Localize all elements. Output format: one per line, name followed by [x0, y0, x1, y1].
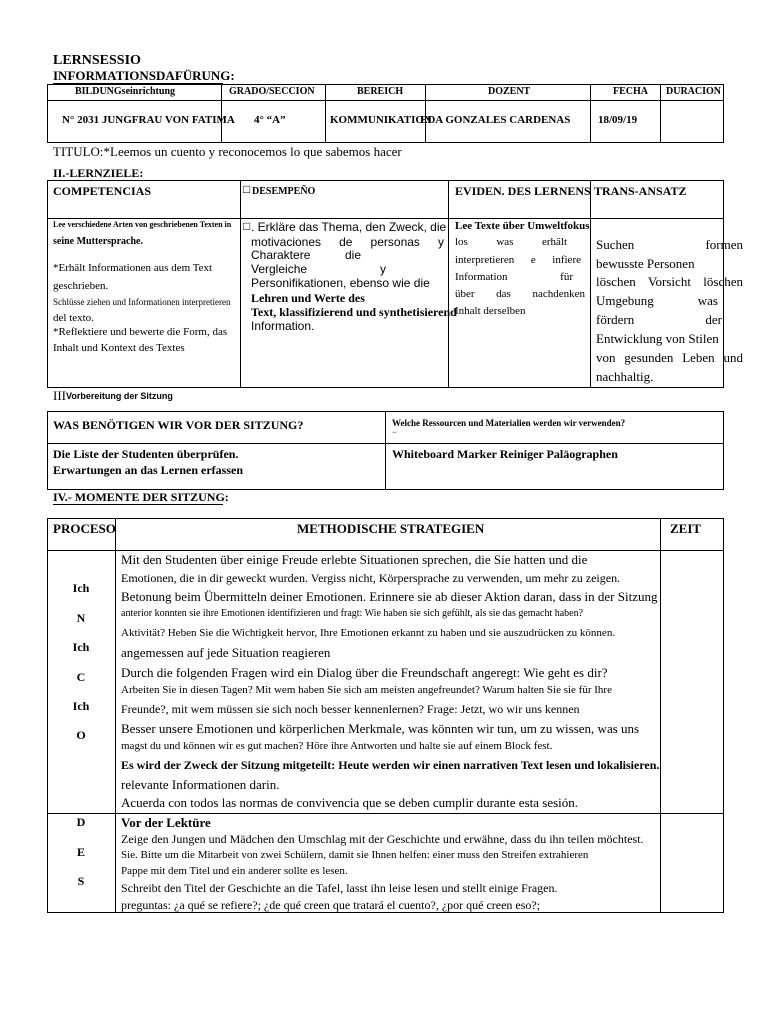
- competencia-line: Schlüsse ziehen und Informationen interpretieren: [53, 297, 231, 307]
- evidence-line: los was erhält: [455, 236, 567, 248]
- ansatz-line: nachhaltig.: [596, 369, 654, 384]
- process-letter: C: [76, 670, 86, 684]
- header-bereich: BEREICH: [357, 86, 404, 97]
- ansatz-line: bewusste Personen: [596, 256, 695, 271]
- competencia-line: Lee verschiedene Arten von geschriebenen Texten in: [53, 220, 232, 229]
- prep-materials: Whiteboard Marker Reiniger Paläographen: [392, 447, 618, 461]
- header-institution: BILDUNGseinrichtung: [75, 86, 176, 97]
- header-grado: GRADO/SECCION: [229, 86, 315, 97]
- prep-left-line: Die Liste der Studenten überprüfen.: [53, 447, 239, 461]
- section3-heading: Vorbereitung der Sitzung: [66, 391, 173, 401]
- strategy-line: Emotionen, die in dir geweckt wurden. Vergiss nicht, Körpersprache zu verwenden, um mehr zu zeigen.: [121, 571, 621, 585]
- process-letter: E: [76, 845, 85, 859]
- prep-left-heading: WAS BENÖTIGEN WIR VOR DER SITZUNG?: [53, 418, 304, 432]
- evidence-line: Lee Texte über Umweltfokus: [455, 220, 590, 232]
- strategy-line: anterior konnten sie ihre Emotionen identifizieren und fragt: Wie haben sie sich gefühlt, als sie das gemacht haben?: [121, 608, 584, 619]
- des-heading: Vor der Lektüre: [121, 815, 211, 830]
- strategy-line: Sie. Bitte um die Mitarbeit von zwei Schülern, damit sie Ihnen helfen: einer muss den Streifen extrahieren: [121, 849, 589, 861]
- process-letter: N: [76, 611, 86, 625]
- ansatz-line: Entwicklung von Stilen: [596, 331, 719, 346]
- evidence-line: interpretieren e infiere: [455, 254, 581, 266]
- process-letter: Ich: [72, 581, 90, 595]
- strategy-line: angemessen auf jede Situation reagieren: [121, 645, 331, 660]
- info-heading: INFORMATIONSDAFÜRUNG:: [53, 68, 235, 83]
- competencia-line: *Reflektiere und bewerte die Form, das: [53, 326, 228, 338]
- col-desempeno: DESEMPEÑO: [252, 186, 316, 197]
- process-letter: D: [76, 815, 86, 829]
- desempeno-line: Charaktere die: [251, 248, 361, 262]
- strategy-line: Freunde?, mit wem müssen sie sich noch besser kennenlernen? Frage: Jetzt, wo wir uns kennen: [121, 702, 580, 716]
- desempeno-line: motivaciones de personas y: [251, 235, 444, 249]
- strategy-line: Durch die folgenden Fragen wird ein Dialog über die Freundschaft angeregt: Wie geht es dir?: [121, 665, 608, 680]
- ansatz-line: von gesunden Leben und: [596, 350, 743, 365]
- section4-heading: IV.- MOMENTE DER SITZUNG:: [53, 490, 229, 504]
- bereich-value: KOMMUNIKATION: [330, 114, 432, 126]
- strategy-line: Mit den Studenten über einige Freude erlebte Situationen sprechen, die Sie hatten und die: [121, 552, 588, 567]
- competencia-line: del texto.: [53, 312, 94, 324]
- evidence-line: Information für: [455, 271, 573, 283]
- section2-heading: II.-LERNZIELE:: [53, 166, 144, 180]
- desempeno-line: Text, klassifizierend und synthetisierend: [251, 305, 457, 319]
- col-ansatz: TRANS-ANSATZ: [594, 184, 687, 198]
- strategy-line: Zeige den Jungen und Mädchen den Umschlag mit der Geschichte und erwähne, dass du ihn teilen möchtest.: [121, 832, 644, 846]
- grado-value: 4° “A”: [254, 114, 286, 126]
- evidence-line: Inhalt derselben: [455, 305, 526, 317]
- document-titulo: TITULO:*Leemos un cuento y reconocemos lo que sabemos hacer: [53, 144, 402, 159]
- process-letter: S: [77, 874, 85, 888]
- col-evidence: EVIDEN. DES LERNENS: [455, 184, 591, 198]
- dozent-value: EDA GONZALES CARDENAS: [420, 114, 571, 126]
- strategy-line: magst du und können wir es gut machen? Höre ihre Antworten und halte sie auf einem Block fest.: [121, 740, 553, 752]
- strategy-line: relevante Informationen darin.: [121, 777, 280, 792]
- checkbox-icon: □: [243, 182, 251, 196]
- header-fecha: FECHA: [613, 86, 648, 97]
- section3-prefix: III: [53, 388, 66, 403]
- col-proceso: PROCESO: [53, 521, 116, 536]
- process-letter: O: [76, 728, 86, 742]
- evidence-line: über das nachdenken: [455, 288, 585, 300]
- col-competencias: COMPETENCIAS: [53, 184, 152, 198]
- fecha-value: 18/09/19: [598, 114, 638, 126]
- strategy-line: Besser unsere Emotionen und körperlichen Merkmale, was könnten wir tun, um zu wissen, was uns: [121, 721, 640, 736]
- strategy-line: Betonung beim Übermitteln deiner Emotionen. Erinnere sie ab dieser Aktion daran, dass in der Sitzung: [121, 589, 658, 604]
- ansatz-line: fördern der: [596, 312, 722, 327]
- competencia-line: seine Muttersprache.: [53, 236, 143, 247]
- institution-value: N° 2031 JUNGFRAU VON FATIMA: [62, 114, 235, 126]
- col-zeit: ZEIT: [670, 521, 702, 536]
- process-letter: Ich: [72, 699, 90, 713]
- col-strategien: METHODISCHE STRATEGIEN: [297, 521, 485, 536]
- desempeno-line: Vergleiche y: [251, 262, 386, 276]
- ansatz-line: löschen Vorsicht löschen: [596, 274, 743, 289]
- strategy-line: Schreibt den Titel der Geschichte an die Tafel, lasst ihn leise lesen und stellt einige Fragen.: [121, 881, 558, 895]
- competencia-line: geschrieben.: [53, 280, 109, 292]
- header-dozent: DOZENT: [488, 86, 531, 97]
- ansatz-line: Suchen formen: [596, 237, 743, 252]
- strategy-line: Es wird der Zweck der Sitzung mitgeteilt: Heute werden wir einen narrativen Text lesen und lokalisieren.: [121, 758, 660, 772]
- header-duracion: DURACION: [666, 86, 721, 97]
- ansatz-line: Umgebung was: [596, 293, 718, 308]
- session-title: LERNSESSIO: [53, 53, 141, 68]
- checkbox-icon: □: [243, 219, 251, 233]
- desempeno-line: Personifikationen, ebenso wie die: [251, 276, 430, 290]
- strategy-line: Acuerda con todos las normas de convivencia que se deben cumplir durante esta sesión.: [121, 795, 579, 810]
- desempeno-line: . Erkläre das Thema, den Zweck, die: [251, 220, 447, 234]
- desempeno-line: Lehren und Werte des: [251, 291, 365, 305]
- prep-right-heading: Welche Ressourcen und Materialien werden wir verwenden?: [392, 418, 626, 428]
- desempeno-line: Information.: [251, 319, 315, 333]
- competencia-line: Inhalt und Kontext des Textes: [53, 342, 185, 354]
- strategy-line: Arbeiten Sie in diesen Tagen? Mit wem haben Sie sich am meisten angefreundet? Warum halten Sie sie für Ihre: [121, 684, 612, 696]
- competencia-line: *Erhält Informationen aus dem Text: [53, 262, 213, 274]
- strategy-line: preguntas: ¿a qué se refiere?; ¿de qué creen que tratará el cuento?, ¿por qué creen eso?;: [121, 898, 541, 912]
- dash-mark: −: [392, 427, 398, 437]
- strategy-line: Aktivität? Heben Sie die Wichtigkeit hervor, Ihre Emotionen erkannt zu haben und sie auszudrücken zu können.: [121, 627, 616, 639]
- strategy-line: Pappe mit dem Titel und ein anderer sollte es lesen.: [121, 865, 348, 877]
- process-letter: Ich: [72, 640, 90, 654]
- prep-left-line: Erwartungen an das Lernen erfassen: [53, 463, 244, 477]
